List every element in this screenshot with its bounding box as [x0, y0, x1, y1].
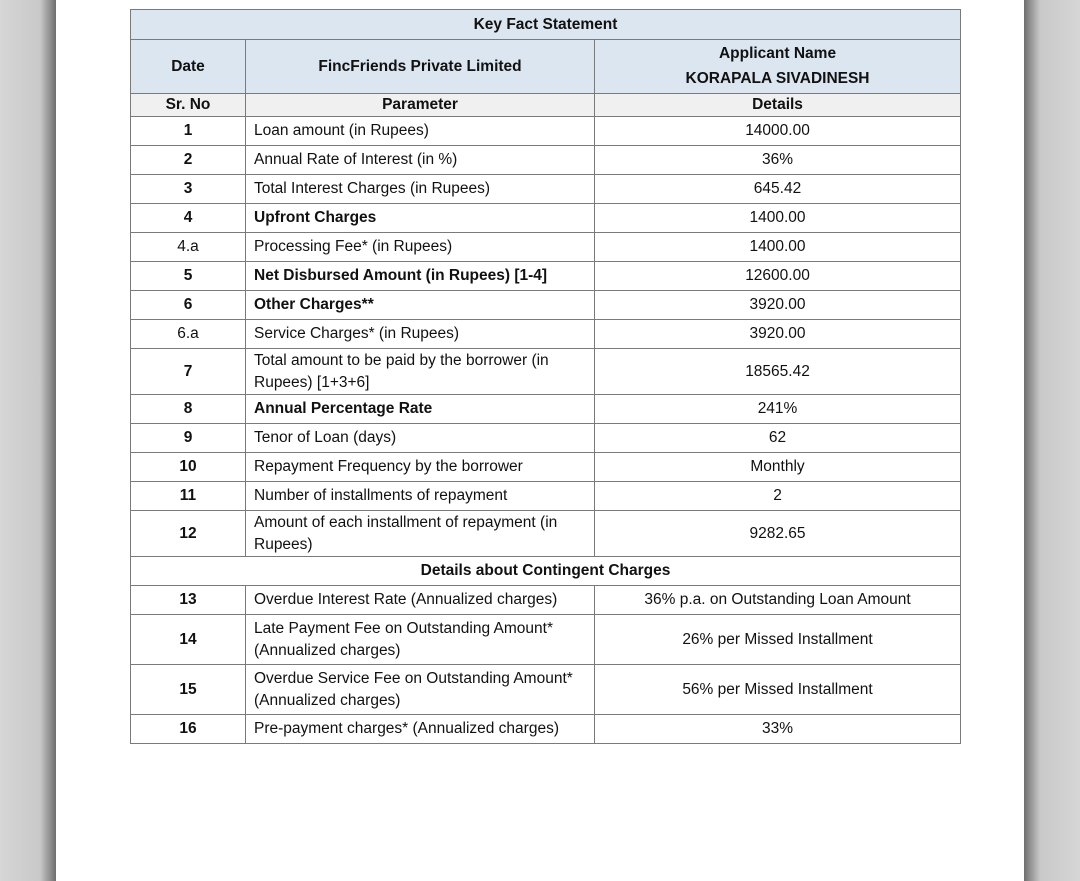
row-parameter: Amount of each installment of repayment (in Rupees): [246, 511, 595, 557]
row-parameter: Annual Percentage Rate: [246, 395, 595, 424]
column-header-parameter: Parameter: [246, 94, 595, 117]
row-sr-no: 4.a: [131, 233, 246, 262]
table-row: [131, 715, 961, 744]
row-parameter: Repayment Frequency by the borrower: [246, 453, 595, 482]
row-parameter: Processing Fee* (in Rupees): [246, 233, 595, 262]
row-details: 645.42: [595, 175, 961, 204]
table-title: Key Fact Statement: [131, 10, 961, 40]
table-row: [131, 511, 961, 557]
row-parameter: Pre-payment charges* (Annualized charges): [246, 715, 595, 744]
row-sr-no: 15: [131, 665, 246, 715]
row-sr-no: 5: [131, 262, 246, 291]
row-details: 2: [595, 482, 961, 511]
date-label: Date: [131, 40, 246, 94]
row-details: 56% per Missed Installment: [595, 665, 961, 715]
table-row: [131, 291, 961, 320]
contingent-section-title: Details about Contingent Charges: [131, 557, 961, 586]
column-header-row: [131, 94, 961, 117]
table-row: [131, 262, 961, 291]
key-fact-statement-table: [130, 9, 961, 744]
row-sr-no: 1: [131, 117, 246, 146]
viewer-background-right: [1024, 0, 1080, 881]
row-sr-no: 6.a: [131, 320, 246, 349]
viewer-background-left: [0, 0, 56, 881]
row-sr-no: 11: [131, 482, 246, 511]
row-details: 1400.00: [595, 233, 961, 262]
row-sr-no: 3: [131, 175, 246, 204]
row-parameter: Upfront Charges: [246, 204, 595, 233]
company-name: FincFriends Private Limited: [246, 40, 595, 94]
row-sr-no: 16: [131, 715, 246, 744]
row-parameter: Overdue Service Fee on Outstanding Amount* (Annualized charges): [246, 665, 595, 715]
table-row: [131, 204, 961, 233]
row-parameter: Loan amount (in Rupees): [246, 117, 595, 146]
table-row: [131, 320, 961, 349]
row-parameter: Late Payment Fee on Outstanding Amount* (Annualized charges): [246, 615, 595, 665]
row-details: 33%: [595, 715, 961, 744]
table-row: [131, 482, 961, 511]
table-row: [131, 665, 961, 715]
applicant-name: KORAPALA SIVADINESH: [685, 70, 870, 87]
column-header-details: Details: [595, 94, 961, 117]
row-sr-no: 6: [131, 291, 246, 320]
row-parameter: Number of installments of repayment: [246, 482, 595, 511]
row-details: 26% per Missed Installment: [595, 615, 961, 665]
row-sr-no: 10: [131, 453, 246, 482]
table-row: [131, 395, 961, 424]
row-details: 36%: [595, 146, 961, 175]
table-row: [131, 453, 961, 482]
row-parameter: Service Charges* (in Rupees): [246, 320, 595, 349]
row-sr-no: 9: [131, 424, 246, 453]
row-details: 36% p.a. on Outstanding Loan Amount: [595, 586, 961, 615]
table-row: [131, 424, 961, 453]
row-parameter: Tenor of Loan (days): [246, 424, 595, 453]
column-header-sr-no: Sr. No: [131, 94, 246, 117]
document-page: [56, 0, 1024, 881]
row-sr-no: 12: [131, 511, 246, 557]
row-sr-no: 8: [131, 395, 246, 424]
row-parameter: Annual Rate of Interest (in %): [246, 146, 595, 175]
row-sr-no: 2: [131, 146, 246, 175]
row-details: 3920.00: [595, 291, 961, 320]
table-row: [131, 175, 961, 204]
row-details: 9282.65: [595, 511, 961, 557]
row-details: 1400.00: [595, 204, 961, 233]
row-parameter: Overdue Interest Rate (Annualized charges): [246, 586, 595, 615]
row-details: 241%: [595, 395, 961, 424]
applicant-cell: [595, 40, 961, 94]
row-sr-no: 4: [131, 204, 246, 233]
table-row: [131, 586, 961, 615]
row-details: 12600.00: [595, 262, 961, 291]
table-row: [131, 349, 961, 395]
table-row: [131, 117, 961, 146]
row-details: 18565.42: [595, 349, 961, 395]
row-details: 3920.00: [595, 320, 961, 349]
row-details: 62: [595, 424, 961, 453]
row-sr-no: 14: [131, 615, 246, 665]
row-details: Monthly: [595, 453, 961, 482]
row-parameter: Total amount to be paid by the borrower (in Rupees) [1+3+6]: [246, 349, 595, 395]
table-row: [131, 233, 961, 262]
row-parameter: Other Charges**: [246, 291, 595, 320]
applicant-label: Applicant Name: [718, 45, 837, 62]
row-parameter: Net Disbursed Amount (in Rupees) [1-4]: [246, 262, 595, 291]
row-sr-no: 13: [131, 586, 246, 615]
contingent-section-row: [131, 557, 961, 586]
table-row: [131, 146, 961, 175]
row-sr-no: 7: [131, 349, 246, 395]
row-details: 14000.00: [595, 117, 961, 146]
header-row: [131, 40, 961, 94]
table-title-row: [131, 10, 961, 40]
row-parameter: Total Interest Charges (in Rupees): [246, 175, 595, 204]
table-row: [131, 615, 961, 665]
